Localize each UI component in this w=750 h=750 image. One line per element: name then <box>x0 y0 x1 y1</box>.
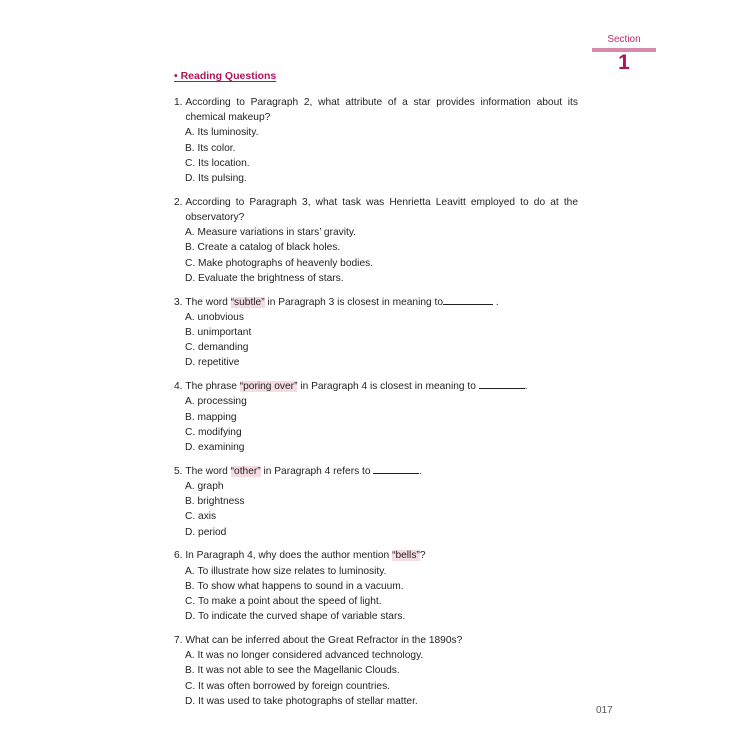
option-d[interactable]: D. Its pulsing. <box>185 173 247 185</box>
answer-blank <box>443 295 493 305</box>
option-b[interactable]: B. brightness <box>185 496 245 508</box>
option-b[interactable]: B. Its color. <box>185 142 236 154</box>
option-d[interactable]: D. It was used to take photographs of stellar matter. <box>185 695 418 707</box>
question-5 <box>174 464 578 540</box>
question-number: 6. <box>174 550 183 562</box>
question-number: 3. <box>174 296 183 308</box>
option-d[interactable]: D. period <box>185 526 227 538</box>
question-text: In Paragraph 4, why does the author mention “bells”? <box>185 550 426 562</box>
reading-questions-heading: • Reading Questions <box>174 70 277 82</box>
question-text: What can be inferred about the Great Refractor in the 1890s? <box>185 635 463 647</box>
question-4 <box>174 379 578 455</box>
question-text: The word “other” in Paragraph 4 refers to . <box>185 465 423 477</box>
question-1 <box>174 95 578 186</box>
highlighted-term: “other” <box>230 465 261 477</box>
option-d[interactable]: D. examining <box>185 442 245 454</box>
option-c[interactable]: C. axis <box>185 511 217 523</box>
highlighted-term: “bells” <box>392 550 420 562</box>
option-b[interactable]: B. It was not able to see the Magellanic Clouds. <box>185 665 400 677</box>
question-number: 5. <box>174 465 183 477</box>
option-b[interactable]: B. Create a catalog of black holes. <box>185 242 341 254</box>
question-stem <box>174 633 578 648</box>
question-text: According to Paragraph 2, what attribute of a star provides information about its chemical makeup? <box>185 97 578 124</box>
option-c[interactable]: C. Make photographs of heavenly bodies. <box>185 257 374 269</box>
option-c[interactable]: C. demanding <box>185 342 249 354</box>
option-a[interactable]: A. unobvious <box>185 311 244 323</box>
option-a[interactable]: A. graph <box>185 481 224 493</box>
question-number: 2. <box>174 196 183 208</box>
page-number: 017 <box>596 705 613 716</box>
option-d[interactable]: D. To indicate the curved shape of variable stars. <box>185 611 406 623</box>
option-c[interactable]: C. Its location. <box>185 157 250 169</box>
option-b[interactable]: B. mapping <box>185 411 237 423</box>
section-tab <box>592 34 656 74</box>
question-stem <box>174 379 578 394</box>
option-a[interactable]: A. Measure variations in stars’ gravity. <box>185 227 357 239</box>
question-text: The word “subtle” in Paragraph 3 is closest in meaning to . <box>185 296 499 308</box>
question-text: According to Paragraph 3, what task was Henrietta Leavitt employed to do at the observatory? <box>185 196 578 224</box>
option-b[interactable]: B. unimportant <box>185 327 252 339</box>
question-2 <box>174 195 578 286</box>
question-number: 4. <box>174 381 183 393</box>
option-a[interactable]: A. processing <box>185 396 247 408</box>
option-a[interactable]: A. Its luminosity. <box>185 127 259 139</box>
option-a[interactable]: A. To illustrate how size relates to luminosity. <box>185 565 387 577</box>
answer-blank <box>373 464 419 474</box>
option-b[interactable]: B. To show what happens to sound in a vacuum. <box>185 580 404 592</box>
question-text: The phrase “poring over” in Paragraph 4 is closest in meaning to . <box>185 381 528 393</box>
option-c[interactable]: C. To make a point about the speed of light. <box>185 596 382 608</box>
option-c[interactable]: C. It was often borrowed by foreign countries. <box>185 680 390 692</box>
option-d[interactable]: D. Evaluate the brightness of stars. <box>185 272 344 284</box>
question-stem <box>174 95 578 125</box>
question-stem <box>174 195 578 225</box>
answer-blank <box>479 379 525 389</box>
option-d[interactable]: D. repetitive <box>185 357 240 369</box>
highlighted-term: “poring over” <box>239 381 298 393</box>
question-stem <box>174 464 578 479</box>
option-a[interactable]: A. It was no longer considered advanced technology. <box>185 650 424 662</box>
question-3 <box>174 295 578 371</box>
question-6 <box>174 548 578 624</box>
highlighted-term: “subtle” <box>230 296 265 308</box>
question-number: 7. <box>174 635 183 647</box>
question-stem <box>174 295 578 310</box>
section-label: Section <box>607 34 641 45</box>
question-list <box>174 95 578 718</box>
question-stem <box>174 548 578 563</box>
question-number: 1. <box>174 97 183 108</box>
option-c[interactable]: C. modifying <box>185 426 242 438</box>
section-number: 1 <box>618 51 630 74</box>
question-7 <box>174 633 578 709</box>
